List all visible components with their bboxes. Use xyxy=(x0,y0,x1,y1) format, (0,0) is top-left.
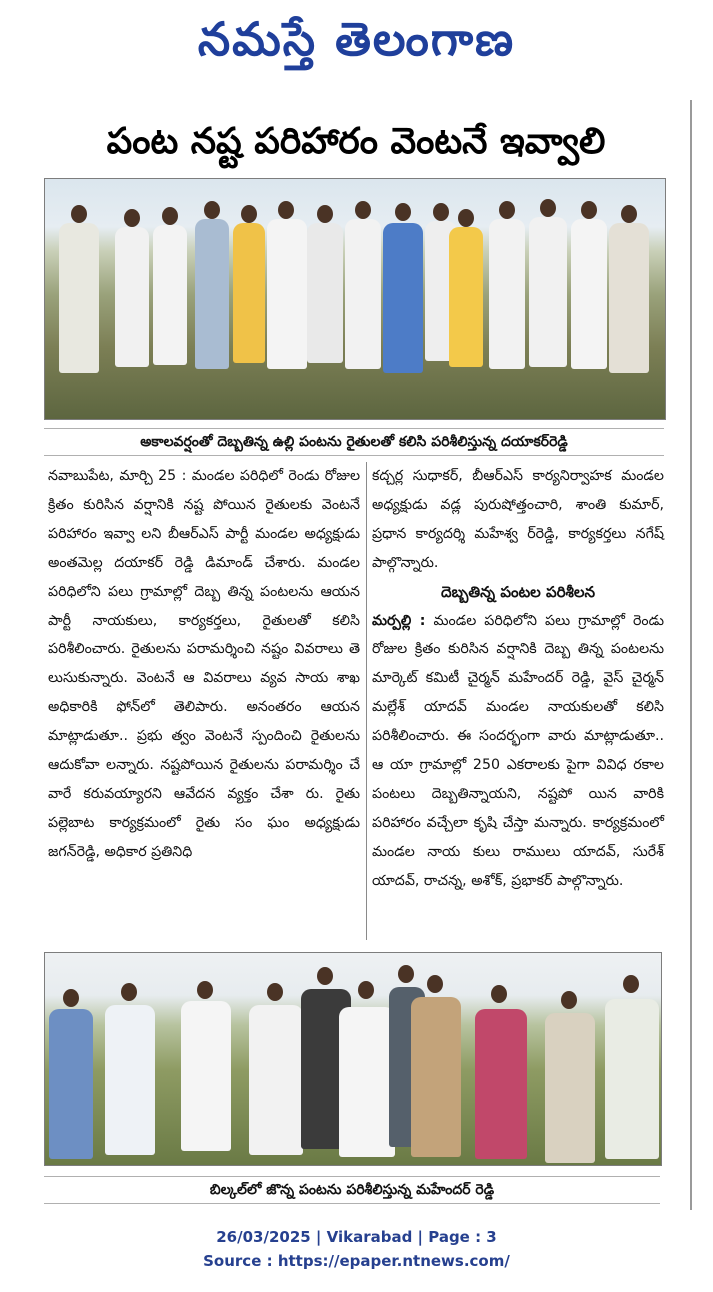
photo2-caption: బిల్కల్‌లో జొన్న పంటను పరిశీలిస్తున్న మహేందర్ రెడ్డి xyxy=(44,1176,660,1204)
article-subhead: దెబ్బతిన్న పంటల పరిశీలన xyxy=(440,582,596,601)
newspaper-masthead: నమస్తే తెలంగాణ xyxy=(197,12,516,66)
article-headline: పంట నష్ట పరిహారం వెంటనే ఇవ్వాలి xyxy=(106,121,606,162)
article-photo-jowar-field xyxy=(44,952,662,1166)
article-left-column xyxy=(48,462,360,867)
column-divider-right xyxy=(690,100,692,1210)
article-body-left: మండల పరిధిలో రెండు రోజుల క్రితం కురిసిన వర్షానికి నష్ట పోయిన రైతులకు వెంటనే పరిహారం ఇవ్వా లని బీఆర్‌ఎస్ పార్టీ మండల అధ్యక్షుడు అంతమెల్ల దయాకర్ రెడ్డి డిమాండ్ చేశారు. మండల పరిధిలోని పలు గ్రామాల్లో దెబ్బ తిన్న పంటలను ఆయన పార్టీ నాయకులు, కార్యకర్తలు, రైతులతో కలిసి పరిశీలించారు. రైతులను పరామర్శించి నష్టం వివరాలు తె లుసుకున్నారు. వెంటనే ఆ వివరాలు వ్యవ సాయ శాఖ అధికారికి ఫోన్‌లో తెలిపారు. అనంతరం ఆయన మాట్లాడుతూ.. ప్రభు త్వం వెంటనే స్పందించి రైతులను ఆదుకోవా లన్నారు. నష్టపోయిన రైతులను పరామర్శిం చే వారే కరువయ్యారని ఆవేదన వ్యక్తం చేశా రు. రైతు పల్లెబాట కార్యక్రమంలో రైతు సం ఘం అధ్యక్షుడు జగన్‌రెడ్డి, అధికార ప్రతినిధి xyxy=(48,468,360,860)
article-right-column xyxy=(372,462,664,896)
dateline-nawabpet: నవాబుపేట, మార్చి 25 : xyxy=(48,468,187,484)
article-photo-onion-field xyxy=(44,178,666,420)
column-divider xyxy=(366,462,367,940)
footer-source-url[interactable]: Source : https://epaper.ntnews.com/ xyxy=(203,1252,510,1270)
article-continuation: కద్చర్ల సుధాకర్, బీఆర్‌ఎస్ కార్యనిర్వాహక మండల అధ్యక్షుడు వడ్ల పురుషోత్తంచారి, శాంతి కుమార్, ప్రధాన కార్యదర్శి మహేశ్వ ర్‌రెడ్డి, కార్యకర్తలు నగేష్ పాల్గొన్నారు. xyxy=(372,468,664,571)
article-body-right: మండల పరిధిలోని పలు గ్రామాల్లో రెండు రోజుల క్రితం కురిసిన వర్షానికి దెబ్బ తిన్న పంటలను మార్కెట్ కమిటీ చైర్మన్ మహేందర్ రెడ్డి, వైస్ చైర్మన్ మల్లేశ్ యాదవ్ మండల నాయకులతో కలిసి పరిశీలించారు. ఈ సందర్భంగా వారు మాట్లాడుతూ.. ఆ యా గ్రామాల్లో 250 ఎకరాలకు పైగా వివిధ రకాల పంటలు దెబ్బతిన్నాయని, నష్టపో యిన వారికి పరిహారం వచ్చేలా కృషి చేస్తా మన్నారు. కార్యక్రమంలో మండల నాయ కులు రాములు యాదవ్, సురేశ్ యాదవ్, రాచన్న, అశోక్, ప్రభాకర్ పాల్గొన్నారు. xyxy=(372,612,664,889)
dateline-marpally: మర్పల్లి : xyxy=(372,612,426,629)
footer-date-edition-page: 26/03/2025 | Vikarabad | Page : 3 xyxy=(216,1228,497,1246)
photo1-caption: అకాలవర్షంతో దెబ్బతిన్న ఉల్లి పంటను రైతులతో కలిసి పరిశీలిస్తున్న దయాకర్‌రెడ్డి xyxy=(44,428,664,456)
